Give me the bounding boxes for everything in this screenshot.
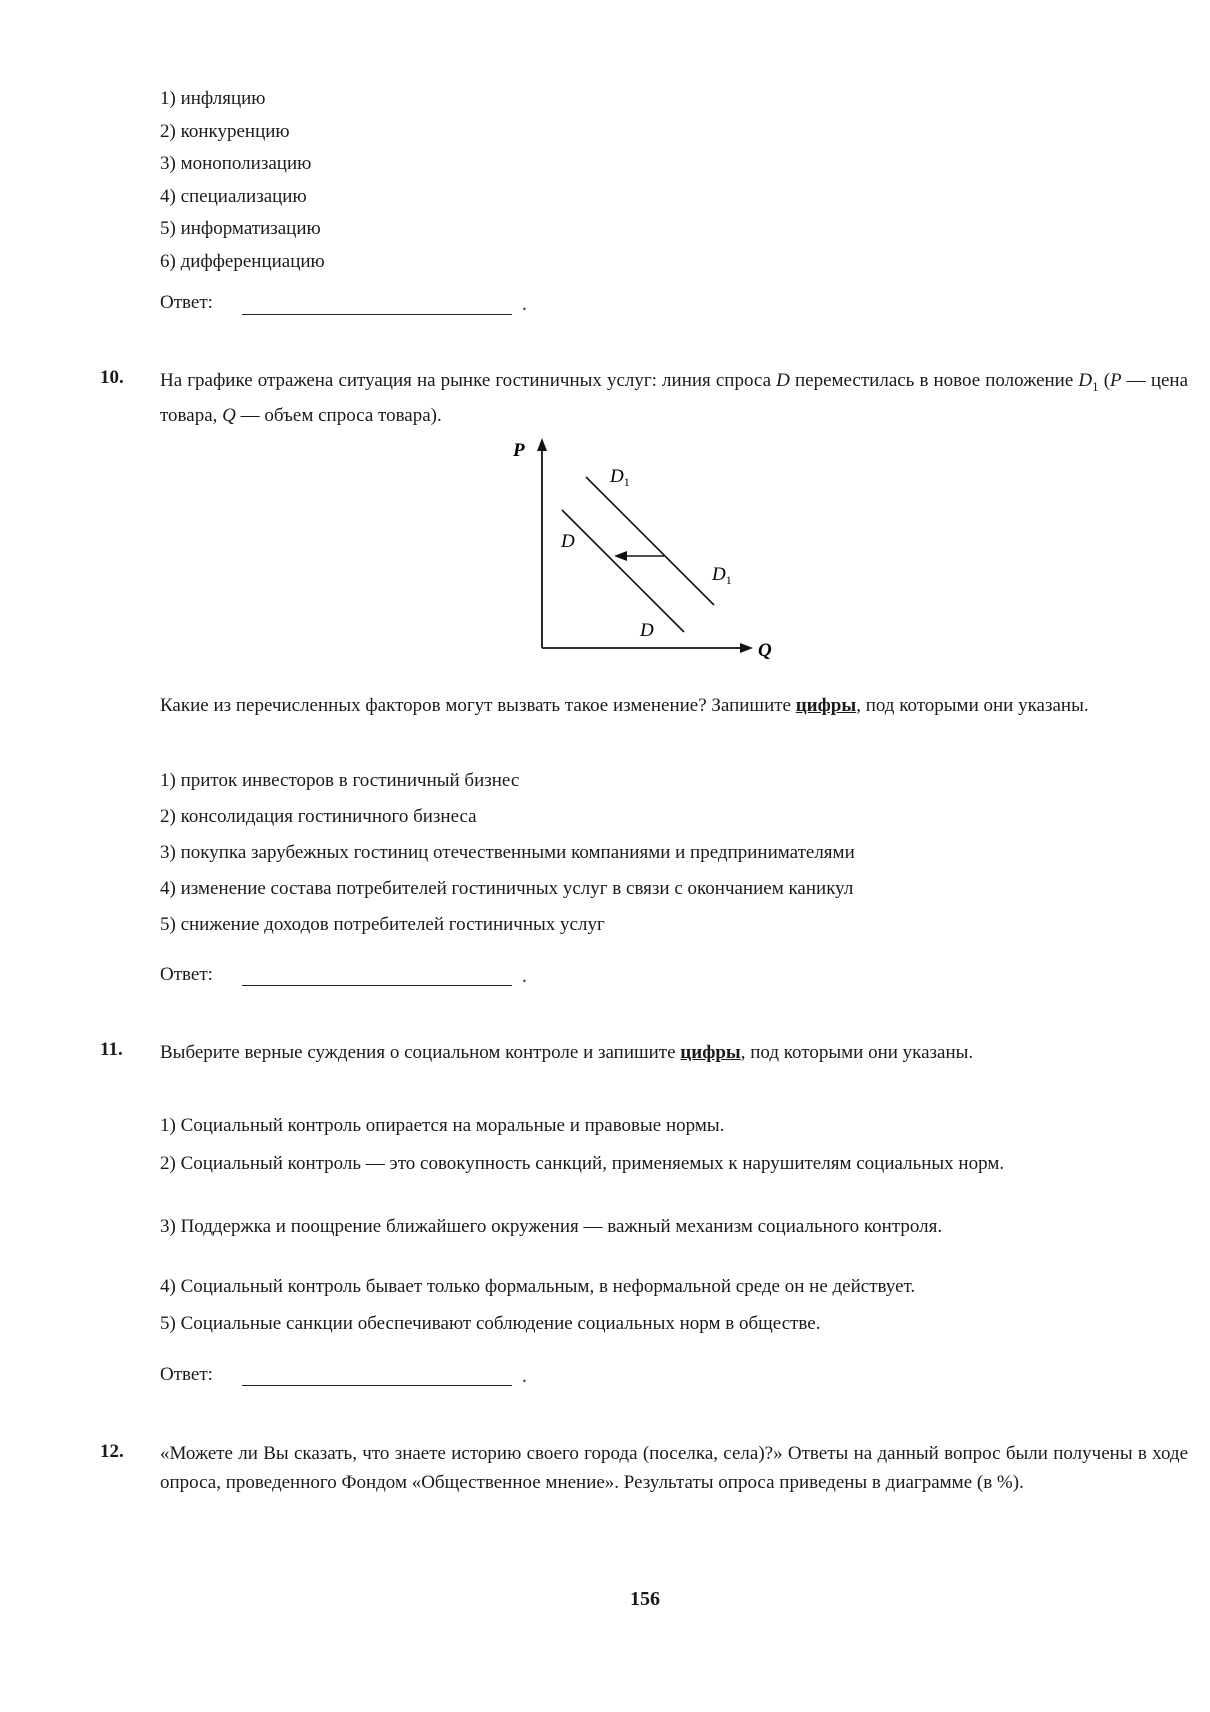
q11-option-3: 3) Поддержка и поощрение ближайшего окружения — важный механизм социального контроля. xyxy=(160,1216,943,1237)
q10-answer-line[interactable] xyxy=(242,985,512,986)
q9-option-6: 6) дифференциацию xyxy=(160,251,325,272)
label-d-lower: D xyxy=(640,620,654,641)
q9-option-4: 4) специализацию xyxy=(160,186,307,207)
demand-shift-graph xyxy=(500,432,790,662)
q10-question: Какие из перечисленных факторов могут вызвать такое изменение? Запишите цифры, под которыми они указаны. xyxy=(160,695,1089,716)
q9-option-3: 3) монополизацию xyxy=(160,153,312,174)
q11-option-5: 5) Социальные санкции обеспечивают соблюдение социальных норм в обществе. xyxy=(160,1313,821,1334)
q9-option-2: 2) конкуренцию xyxy=(160,121,290,142)
y-axis-arrow xyxy=(537,438,547,451)
q11-answer-label: Ответ: xyxy=(160,1364,213,1385)
q10-option-4: 4) изменение состава потребителей гостиничных услуг в связи с окончанием каникул xyxy=(160,878,854,899)
label-d1-upper: $D_1$ xyxy=(610,466,630,489)
demand-line-D1 xyxy=(586,477,714,605)
label-d-upper: D xyxy=(561,531,575,552)
page-number: 156 xyxy=(630,1588,660,1610)
q10-number: 10. xyxy=(100,367,124,388)
q11-option-4: 4) Социальный контроль бывает только формальным, в неформальной среде он не действует. xyxy=(160,1276,916,1297)
q11-text: Выберите верные суждения о социальном контроле и запишите цифры, под которыми они указаны. xyxy=(160,1042,974,1063)
q10-option-3: 3) покупка зарубежных гостиниц отечественными компаниями и предпринимателями xyxy=(160,842,855,863)
q12-number: 12. xyxy=(100,1441,124,1462)
q9-option-5: 5) информатизацию xyxy=(160,218,321,239)
q11-option-2: 2) Социальный контроль — это совокупность санкций, применяемых к нарушителям социальных норм. xyxy=(160,1153,1005,1174)
q10-option-2: 2) консолидация гостиничного бизнеса xyxy=(160,806,477,827)
x-axis-arrow xyxy=(740,643,753,653)
q9-option-1: 1) инфляцию xyxy=(160,88,266,109)
q12-text: «Можете ли Вы сказать, что знаете историю своего города (поселка, села)?» Ответы на данный вопрос были получены в ходе опроса, проведенного Фондом «Общественное мнение». Результаты опроса приведены в диаграмме (в %). xyxy=(160,1443,1188,1493)
q11-option-1: 1) Социальный контроль опирается на моральные и правовые нормы. xyxy=(160,1115,725,1136)
label-d1-lower: $D_1$ xyxy=(712,564,732,587)
q10-option-1: 1) приток инвесторов в гостиничный бизнес xyxy=(160,770,520,791)
demand-line-D xyxy=(562,510,684,632)
q11-answer-line[interactable] xyxy=(242,1385,512,1386)
q10-option-5: 5) снижение доходов потребителей гостиничных услуг xyxy=(160,914,605,935)
q9-answer-label: Ответ: xyxy=(160,292,213,313)
q9-answer-line[interactable] xyxy=(242,314,512,315)
shift-arrow-head xyxy=(614,551,627,561)
q10-text: На графике отражена ситуация на рынке гостиничных услуг: линия спроса D переместилась в новое положение $D_1$ (P — цена товара, Q — объем спроса товара). xyxy=(160,370,1189,426)
q9-answer-dot: . xyxy=(522,294,527,315)
axis-label-p: P xyxy=(513,440,525,461)
q10-answer-label: Ответ: xyxy=(160,964,213,985)
q10-answer-dot: . xyxy=(522,966,527,987)
q11-answer-dot: . xyxy=(522,1366,527,1387)
axis-label-q: Q xyxy=(758,640,772,661)
q11-number: 11. xyxy=(100,1039,123,1060)
